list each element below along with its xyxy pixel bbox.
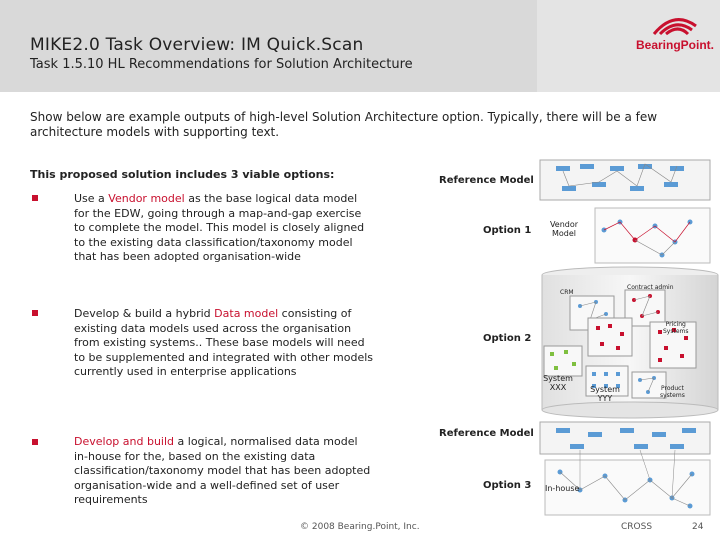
footer-cross: CROSS [621, 522, 653, 532]
diagram-graphics [420, 150, 720, 520]
page-number: 24 [692, 522, 704, 532]
vendor-model-label: Vendor Model [549, 220, 579, 238]
intro-text: Show below are example outputs of high-level Solution Architecture option. Typically, there will be a few architecture models with supporting text. [30, 110, 658, 139]
bullet-icon [32, 310, 38, 316]
page-title: MIKE2.0 Task Overview: IM Quick.Scan [30, 35, 364, 55]
option-1-label: Option 1 [483, 225, 532, 236]
option-2-label: Option 2 [483, 333, 532, 344]
option-2-text: Develop & build a hybrid Data model consisting of existing data models used across the organisation from existing systems.. These base models will need to be supplemented and integrated with other models currently used in enterprise applications [74, 307, 374, 378]
option-1-text: Use a Vendor model as the base logical data model for the EDW, going through a map-and-gap exercise to complete the model. This model is closely aligned to the existing data classification/taxonomy model that has been adopted organisation-wide [74, 192, 365, 263]
crm-label: CRM [560, 289, 574, 296]
in-house-label: In-house [545, 484, 580, 493]
architecture-diagram [420, 150, 720, 520]
reference-model-label-top: Reference Model [439, 175, 534, 186]
logo-swoosh-icon [652, 14, 698, 36]
option-3-label: Option 3 [483, 480, 532, 491]
bullet-icon [32, 195, 38, 201]
reference-model-bottom-diagram [540, 422, 710, 454]
system-xxx-label: System XXX [543, 374, 573, 392]
reference-model-label-bottom: Reference Model [439, 428, 534, 439]
footer-copyright: © 2008 Bearing.Point, Inc. [300, 522, 420, 532]
option-3-text: Develop and build a logical, normalised data model in-house for the, based on the existing data classification/taxonomy model that has been adopted organisation-wide and a well-defined set of user requirements [74, 435, 371, 506]
bullet-icon [32, 439, 38, 445]
lead-text: This proposed solution includes 3 viable options: [30, 168, 335, 181]
company-logo: BearingPoint. [636, 38, 715, 52]
system-yyy-label: System YYY [590, 385, 620, 403]
in-house-model-diagram [545, 450, 710, 515]
page-subtitle: Task 1.5.10 HL Recommendations for Solution Architecture [30, 57, 413, 72]
reference-model-top-diagram [540, 160, 710, 200]
vendor-model-diagram [595, 208, 710, 263]
product-systems-label: Product systems [660, 385, 685, 399]
contract-admin-label: Contract admin [627, 284, 674, 291]
pricing-systems-label: Pricing Systems [663, 321, 689, 335]
